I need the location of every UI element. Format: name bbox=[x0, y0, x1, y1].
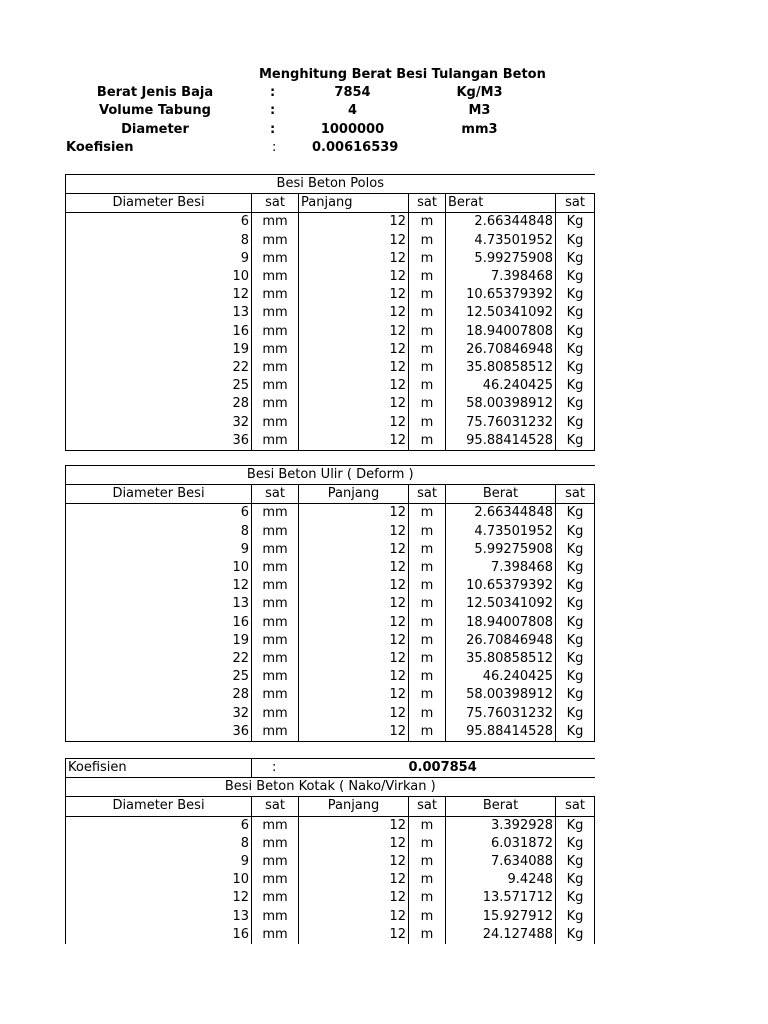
table-header-row bbox=[66, 797, 595, 816]
table-row bbox=[66, 926, 595, 944]
table-cell: mm bbox=[252, 853, 299, 871]
table-cell: Kg bbox=[556, 577, 595, 595]
table-cell: 12 bbox=[299, 341, 409, 359]
table-cell: 12 bbox=[299, 704, 409, 722]
column-header: Diameter Besi bbox=[66, 797, 252, 816]
table-title-row bbox=[66, 778, 595, 797]
table-row bbox=[66, 668, 595, 686]
table-cell: 12 bbox=[299, 595, 409, 613]
column-header: Panjang bbox=[299, 797, 409, 816]
table-row bbox=[66, 286, 595, 304]
table-cell: 6 bbox=[66, 213, 252, 232]
table-row bbox=[66, 595, 595, 613]
table-row bbox=[66, 432, 595, 451]
table-cell: m bbox=[409, 686, 446, 704]
table-cell: 18.94007808 bbox=[446, 614, 556, 632]
table-cell: 16 bbox=[66, 323, 252, 341]
table-cell: Kg bbox=[556, 268, 595, 286]
table-row bbox=[66, 395, 595, 413]
table-cell: m bbox=[409, 523, 446, 541]
table-title: Besi Beton Ulir ( Deform ) bbox=[66, 466, 595, 485]
table-cell: 10 bbox=[66, 559, 252, 577]
param-value-diameter: 1000000 bbox=[320, 122, 385, 137]
table-cell: 12 bbox=[299, 668, 409, 686]
table-cell: 28 bbox=[66, 686, 252, 704]
table-cell: 12 bbox=[299, 504, 409, 523]
table-cell: Kg bbox=[556, 889, 595, 907]
table-cell: m bbox=[409, 650, 446, 668]
table-cell: 58.00398912 bbox=[446, 686, 556, 704]
table-cell: 12 bbox=[299, 250, 409, 268]
column-header: Diameter Besi bbox=[66, 194, 252, 213]
table-cell: m bbox=[409, 341, 446, 359]
table-row bbox=[66, 650, 595, 668]
table-cell: 58.00398912 bbox=[446, 395, 556, 413]
table-cell: mm bbox=[252, 268, 299, 286]
table-cell: m bbox=[409, 908, 446, 926]
table-cell: 12 bbox=[299, 632, 409, 650]
table-row bbox=[66, 723, 595, 742]
table-row bbox=[66, 871, 595, 889]
table-besi-beton-kotak bbox=[65, 758, 595, 944]
table-cell: Kg bbox=[556, 650, 595, 668]
table-cell: m bbox=[409, 723, 446, 742]
param-unit-diameter: mm3 bbox=[461, 122, 498, 137]
table-cell: 9 bbox=[66, 853, 252, 871]
table-cell: 19 bbox=[66, 632, 252, 650]
table-row bbox=[66, 250, 595, 268]
table-cell: m bbox=[409, 268, 446, 286]
param-label-berat-jenis: Berat Jenis Baja bbox=[96, 85, 214, 100]
table-cell: 18.94007808 bbox=[446, 323, 556, 341]
table-cell: m bbox=[409, 835, 446, 853]
table-cell: 10.65379392 bbox=[446, 286, 556, 304]
param-label-diameter: Diameter bbox=[121, 122, 189, 137]
table-cell: 75.76031232 bbox=[446, 413, 556, 431]
table-cell: 36 bbox=[66, 432, 252, 451]
table-cell: Kg bbox=[556, 304, 595, 322]
table-cell: 12.50341092 bbox=[446, 595, 556, 613]
table-cell: Kg bbox=[556, 835, 595, 853]
table-row bbox=[66, 835, 595, 853]
table-cell: Kg bbox=[556, 250, 595, 268]
table-cell: Kg bbox=[556, 377, 595, 395]
table-cell: Kg bbox=[556, 853, 595, 871]
table-row bbox=[66, 504, 595, 523]
table-cell: 12 bbox=[299, 541, 409, 559]
table-cell: Kg bbox=[556, 341, 595, 359]
table-cell: mm bbox=[252, 835, 299, 853]
table-cell: mm bbox=[252, 377, 299, 395]
table-cell: 12 bbox=[66, 577, 252, 595]
table-row bbox=[66, 359, 595, 377]
table-row bbox=[66, 541, 595, 559]
table-cell: Kg bbox=[556, 523, 595, 541]
table-cell: 36 bbox=[66, 723, 252, 742]
table-row bbox=[66, 577, 595, 595]
page-title: Menghitung Berat Besi Tulangan Beton bbox=[259, 67, 546, 82]
table-cell: 3.392928 bbox=[446, 816, 556, 835]
table-cell: 5.99275908 bbox=[446, 541, 556, 559]
table-cell: 12 bbox=[299, 268, 409, 286]
table-cell: 26.70846948 bbox=[446, 341, 556, 359]
table-cell: Kg bbox=[556, 213, 595, 232]
table-cell: mm bbox=[252, 359, 299, 377]
table-cell: mm bbox=[252, 889, 299, 907]
table-cell: mm bbox=[252, 523, 299, 541]
table-row bbox=[66, 304, 595, 322]
table-cell: m bbox=[409, 395, 446, 413]
table-cell: m bbox=[409, 250, 446, 268]
table-cell: Kg bbox=[556, 871, 595, 889]
table-cell: m bbox=[409, 377, 446, 395]
table-cell: 10 bbox=[66, 871, 252, 889]
table-cell: 6.031872 bbox=[446, 835, 556, 853]
table-header-row bbox=[66, 194, 595, 213]
koefisien-label: Koefisien bbox=[66, 140, 134, 155]
table-cell: 5.99275908 bbox=[446, 250, 556, 268]
table-title: Besi Beton Polos bbox=[66, 175, 595, 194]
table-title-row bbox=[66, 466, 595, 485]
table-row bbox=[66, 889, 595, 907]
param-unit-volume: M3 bbox=[468, 103, 491, 118]
table-header-row bbox=[66, 485, 595, 504]
table-cell: 7.634088 bbox=[446, 853, 556, 871]
column-header: sat bbox=[556, 797, 595, 816]
column-header: Panjang bbox=[299, 485, 409, 504]
table-cell: 95.88414528 bbox=[446, 723, 556, 742]
table-cell: 25 bbox=[66, 377, 252, 395]
table-cell: 25 bbox=[66, 668, 252, 686]
column-header: sat bbox=[556, 485, 595, 504]
table-cell: 75.76031232 bbox=[446, 704, 556, 722]
table-cell: 12 bbox=[299, 650, 409, 668]
column-header: sat bbox=[252, 194, 299, 213]
column-header: sat bbox=[252, 485, 299, 504]
table-cell: Kg bbox=[556, 926, 595, 944]
table-cell: m bbox=[409, 541, 446, 559]
table-cell: m bbox=[409, 413, 446, 431]
table-cell: 12 bbox=[66, 286, 252, 304]
table-cell: m bbox=[409, 323, 446, 341]
table-cell: Kg bbox=[556, 614, 595, 632]
table-cell: mm bbox=[252, 286, 299, 304]
table-cell: 4.73501952 bbox=[446, 232, 556, 250]
table-cell: 16 bbox=[66, 926, 252, 944]
table-cell: Kg bbox=[556, 816, 595, 835]
column-header: Berat bbox=[446, 485, 556, 504]
table-cell: m bbox=[409, 595, 446, 613]
empty-cell bbox=[556, 759, 595, 778]
table-cell: 28 bbox=[66, 395, 252, 413]
table-cell: 12 bbox=[299, 559, 409, 577]
table-cell: mm bbox=[252, 816, 299, 835]
table-cell: mm bbox=[252, 577, 299, 595]
param-colon: : bbox=[270, 85, 276, 100]
table-cell: 9 bbox=[66, 250, 252, 268]
table-cell: Kg bbox=[556, 432, 595, 451]
koefisien-row bbox=[66, 759, 595, 778]
table-cell: m bbox=[409, 926, 446, 944]
table-cell: mm bbox=[252, 304, 299, 322]
table-row bbox=[66, 704, 595, 722]
table-cell: Kg bbox=[556, 359, 595, 377]
table-cell: Kg bbox=[556, 723, 595, 742]
table-cell: mm bbox=[252, 250, 299, 268]
table-besi-beton-ulir bbox=[65, 465, 595, 742]
table-cell: 9.4248 bbox=[446, 871, 556, 889]
column-header: Diameter Besi bbox=[66, 485, 252, 504]
table-cell: m bbox=[409, 432, 446, 451]
koefisien-colon: : bbox=[252, 759, 409, 778]
table-cell: m bbox=[409, 889, 446, 907]
table-cell: mm bbox=[252, 668, 299, 686]
table-cell: Kg bbox=[556, 504, 595, 523]
table-row bbox=[66, 816, 595, 835]
table-cell: 12 bbox=[299, 908, 409, 926]
table-cell: mm bbox=[252, 341, 299, 359]
table-cell: 13 bbox=[66, 595, 252, 613]
table-cell: Kg bbox=[556, 395, 595, 413]
table-cell: 13 bbox=[66, 304, 252, 322]
param-value-berat-jenis: 7854 bbox=[334, 85, 371, 100]
table-cell: 46.240425 bbox=[446, 668, 556, 686]
table-title-row bbox=[66, 175, 595, 194]
table-cell: Kg bbox=[556, 704, 595, 722]
table-cell: 12 bbox=[299, 432, 409, 451]
table-cell: mm bbox=[252, 871, 299, 889]
table-cell: 6 bbox=[66, 504, 252, 523]
table-cell: 12 bbox=[299, 413, 409, 431]
table-row bbox=[66, 686, 595, 704]
table-cell: m bbox=[409, 668, 446, 686]
table-row bbox=[66, 559, 595, 577]
column-header: Berat bbox=[446, 797, 556, 816]
table-cell: 22 bbox=[66, 650, 252, 668]
table-cell: mm bbox=[252, 213, 299, 232]
koefisien-label: Koefisien bbox=[66, 759, 252, 778]
table-row bbox=[66, 614, 595, 632]
table-cell: Kg bbox=[556, 908, 595, 926]
table-cell: Kg bbox=[556, 413, 595, 431]
table-cell: m bbox=[409, 359, 446, 377]
table-cell: 12 bbox=[299, 232, 409, 250]
table-cell: 10.65379392 bbox=[446, 577, 556, 595]
table-cell: 12 bbox=[299, 395, 409, 413]
table-cell: mm bbox=[252, 595, 299, 613]
table-cell: 2.66344848 bbox=[446, 213, 556, 232]
table-cell: 22 bbox=[66, 359, 252, 377]
table-cell: 12 bbox=[299, 323, 409, 341]
table-cell: 15.927912 bbox=[446, 908, 556, 926]
param-colon: : bbox=[270, 122, 276, 137]
table-cell: m bbox=[409, 304, 446, 322]
table-cell: 12 bbox=[299, 377, 409, 395]
table-cell: m bbox=[409, 853, 446, 871]
table-cell: 10 bbox=[66, 268, 252, 286]
table-cell: Kg bbox=[556, 232, 595, 250]
table-cell: m bbox=[409, 504, 446, 523]
table-cell: 2.66344848 bbox=[446, 504, 556, 523]
table-cell: 35.80858512 bbox=[446, 650, 556, 668]
table-cell: 16 bbox=[66, 614, 252, 632]
table-cell: Kg bbox=[556, 541, 595, 559]
table-cell: 12 bbox=[299, 835, 409, 853]
table-cell: Kg bbox=[556, 286, 595, 304]
table-cell: 8 bbox=[66, 232, 252, 250]
table-cell: 12 bbox=[299, 304, 409, 322]
table-cell: 7.398468 bbox=[446, 559, 556, 577]
table-cell: 12 bbox=[299, 286, 409, 304]
table-row bbox=[66, 853, 595, 871]
table-cell: 32 bbox=[66, 413, 252, 431]
koefisien-value: 0.007854 bbox=[409, 759, 556, 778]
table-cell: 12 bbox=[299, 723, 409, 742]
param-label-volume: Volume Tabung bbox=[99, 103, 211, 118]
table-cell: m bbox=[409, 286, 446, 304]
column-header: Panjang bbox=[299, 194, 409, 213]
table-title: Besi Beton Kotak ( Nako/Virkan ) bbox=[66, 778, 595, 797]
table-cell: Kg bbox=[556, 595, 595, 613]
table-cell: 12 bbox=[299, 213, 409, 232]
table-cell: mm bbox=[252, 323, 299, 341]
table-cell: m bbox=[409, 816, 446, 835]
table-besi-beton-polos bbox=[65, 174, 595, 451]
table-cell: 12 bbox=[299, 577, 409, 595]
column-header: sat bbox=[409, 194, 446, 213]
table-cell: 12.50341092 bbox=[446, 304, 556, 322]
table-cell: 12 bbox=[299, 871, 409, 889]
table-cell: mm bbox=[252, 686, 299, 704]
table-cell: mm bbox=[252, 614, 299, 632]
table-cell: 8 bbox=[66, 523, 252, 541]
table-cell: 19 bbox=[66, 341, 252, 359]
table-cell: m bbox=[409, 871, 446, 889]
table-cell: mm bbox=[252, 504, 299, 523]
table-cell: 12 bbox=[299, 853, 409, 871]
table-cell: 46.240425 bbox=[446, 377, 556, 395]
table-cell: m bbox=[409, 614, 446, 632]
koefisien-value: 0.00616539 bbox=[312, 140, 399, 155]
table-cell: 12 bbox=[66, 889, 252, 907]
table-cell: Kg bbox=[556, 559, 595, 577]
table-cell: mm bbox=[252, 413, 299, 431]
table-cell: m bbox=[409, 577, 446, 595]
table-cell: mm bbox=[252, 541, 299, 559]
table-cell: mm bbox=[252, 704, 299, 722]
table-cell: m bbox=[409, 232, 446, 250]
table-cell: 95.88414528 bbox=[446, 432, 556, 451]
param-value-volume: 4 bbox=[347, 103, 358, 118]
table-row bbox=[66, 377, 595, 395]
table-cell: mm bbox=[252, 723, 299, 742]
table-cell: mm bbox=[252, 632, 299, 650]
table-cell: 12 bbox=[299, 686, 409, 704]
param-colon: : bbox=[270, 103, 276, 118]
table-cell: mm bbox=[252, 926, 299, 944]
column-header: sat bbox=[252, 797, 299, 816]
table-cell: 9 bbox=[66, 541, 252, 559]
table-cell: mm bbox=[252, 232, 299, 250]
table-cell: Kg bbox=[556, 668, 595, 686]
column-header: sat bbox=[556, 194, 595, 213]
table-cell: 32 bbox=[66, 704, 252, 722]
table-cell: mm bbox=[252, 908, 299, 926]
table-cell: mm bbox=[252, 650, 299, 668]
table-cell: m bbox=[409, 632, 446, 650]
table-cell: 6 bbox=[66, 816, 252, 835]
table-row bbox=[66, 413, 595, 431]
column-header: Berat bbox=[446, 194, 556, 213]
table-cell: 13.571712 bbox=[446, 889, 556, 907]
table-cell: Kg bbox=[556, 323, 595, 341]
table-cell: 8 bbox=[66, 835, 252, 853]
table-row bbox=[66, 523, 595, 541]
table-cell: 12 bbox=[299, 523, 409, 541]
table-cell: mm bbox=[252, 395, 299, 413]
table-cell: 12 bbox=[299, 614, 409, 632]
table-cell: 35.80858512 bbox=[446, 359, 556, 377]
koefisien-colon: : bbox=[272, 140, 277, 155]
table-row bbox=[66, 232, 595, 250]
table-cell: 12 bbox=[299, 359, 409, 377]
table-cell: Kg bbox=[556, 632, 595, 650]
table-cell: 12 bbox=[299, 926, 409, 944]
table-cell: 12 bbox=[299, 889, 409, 907]
table-cell: 7.398468 bbox=[446, 268, 556, 286]
table-row bbox=[66, 268, 595, 286]
table-cell: m bbox=[409, 704, 446, 722]
table-row bbox=[66, 323, 595, 341]
table-cell: mm bbox=[252, 559, 299, 577]
table-row bbox=[66, 908, 595, 926]
param-unit-berat-jenis: Kg/M3 bbox=[456, 85, 503, 100]
table-row bbox=[66, 632, 595, 650]
table-row bbox=[66, 341, 595, 359]
table-cell: 26.70846948 bbox=[446, 632, 556, 650]
table-cell: m bbox=[409, 559, 446, 577]
table-cell: m bbox=[409, 213, 446, 232]
table-cell: 13 bbox=[66, 908, 252, 926]
column-header: sat bbox=[409, 485, 446, 504]
table-row bbox=[66, 213, 595, 232]
table-cell: 12 bbox=[299, 816, 409, 835]
column-header: sat bbox=[409, 797, 446, 816]
table-cell: 24.127488 bbox=[446, 926, 556, 944]
table-cell: Kg bbox=[556, 686, 595, 704]
table-cell: 4.73501952 bbox=[446, 523, 556, 541]
table-cell: mm bbox=[252, 432, 299, 451]
